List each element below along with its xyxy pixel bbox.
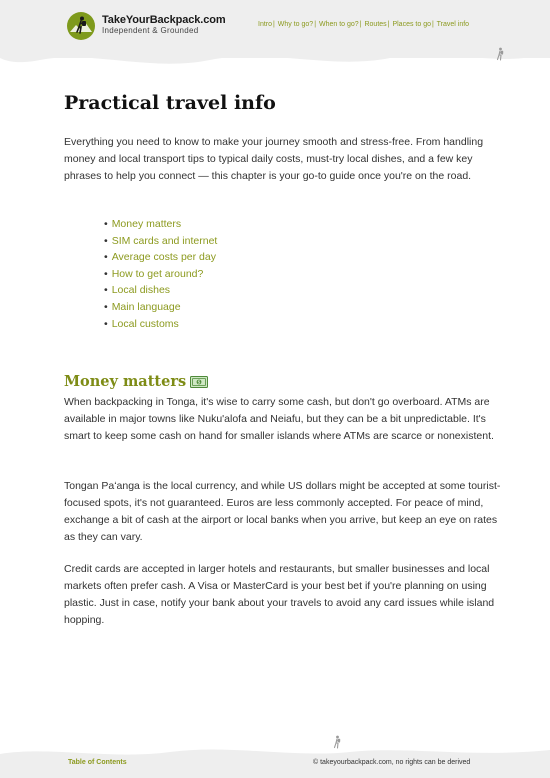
- nav-separator: |: [431, 21, 434, 28]
- list-item: [104, 266, 217, 283]
- toc-link-local-dishes[interactable]: Local dishes: [111, 284, 171, 297]
- hiker-icon: [494, 47, 506, 61]
- list-item: [104, 249, 217, 266]
- header-wave: [0, 44, 550, 84]
- nav-link-travel-info[interactable]: Travel info: [436, 21, 470, 28]
- list-item: [104, 299, 217, 316]
- money-paragraph-2: Tongan Paʻanga is the local currency, and while US dollars might be accepted at some tourist-focused spots, it's not guaranteed. Euros are less commonly accepted. For peace of mind, exchange a bit of cash at the airport or local banks when you arrive, but keep an eye on rates as they can vary.: [64, 480, 501, 543]
- brand-tagline: Independent & Grounded: [102, 26, 199, 35]
- list-item: [104, 233, 217, 250]
- nav-link-intro[interactable]: Intro: [258, 21, 273, 28]
- money-icon: [190, 376, 208, 388]
- table-of-contents-link[interactable]: Table of Contents: [68, 759, 127, 766]
- list-item: [104, 282, 217, 299]
- nav-link-why-to-go[interactable]: Why to go?: [277, 21, 314, 28]
- intro-paragraph: Everything you need to know to make your journey smooth and stress-free. From handling money and local transport tips to typical daily costs, must-try local dishes, and a few key phrases to help you connect — this chapter is your go-to guide once you're on the road.: [64, 136, 484, 182]
- backpacker-logo-icon[interactable]: [66, 11, 96, 41]
- toc-link-average-costs[interactable]: Average costs per day: [111, 251, 216, 264]
- nav-separator: |: [359, 21, 362, 28]
- toc-link-get-around[interactable]: How to get around?: [111, 267, 204, 280]
- nav-separator: |: [273, 21, 275, 28]
- svg-text:$: $: [197, 379, 201, 385]
- nav-separator: |: [387, 21, 390, 28]
- nav-link-when-to-go[interactable]: When to go?: [319, 21, 359, 28]
- money-paragraph-3: Credit cards are accepted in larger hotels and restaurants, but smaller businesses and local markets often prefer cash. A Visa or MasterCard is your best bet if you're planning on using plastic. Just in case, notify your bank about your travels to avoid any card issues while island hopping.: [64, 563, 495, 626]
- section-heading: [64, 373, 208, 390]
- toc-link-main-language[interactable]: Main language: [111, 300, 181, 313]
- brand-name[interactable]: TakeYourBackpack.com: [102, 14, 226, 26]
- nav-link-places-to-go[interactable]: Places to go: [392, 21, 431, 28]
- nav-separator: |: [314, 21, 317, 28]
- chapter-contents-list: [104, 216, 217, 332]
- toc-link-sim-cards[interactable]: SIM cards and internet: [111, 234, 218, 247]
- list-item: [104, 216, 217, 233]
- toc-link-local-customs[interactable]: Local customs: [111, 317, 179, 330]
- money-paragraph-1: When backpacking in Tonga, it's wise to carry some cash, but don't go overboard. ATMs are available in major towns like Nuku'alofa and Neiafu, but they can be a bit unpredictable. It's smart to keep some cash on hand for smaller islands where ATMs are scarce or nonexistent.: [64, 396, 494, 442]
- list-item: [104, 316, 217, 333]
- copyright-text: © takeyourbackpack.com, no rights can be derived: [313, 759, 471, 766]
- top-navigation: [258, 21, 490, 28]
- toc-link-money-matters[interactable]: Money matters: [111, 218, 182, 230]
- section-title: Money matters: [64, 373, 187, 390]
- page-title: Practical travel info: [64, 92, 276, 114]
- nav-link-routes[interactable]: Routes: [364, 21, 387, 28]
